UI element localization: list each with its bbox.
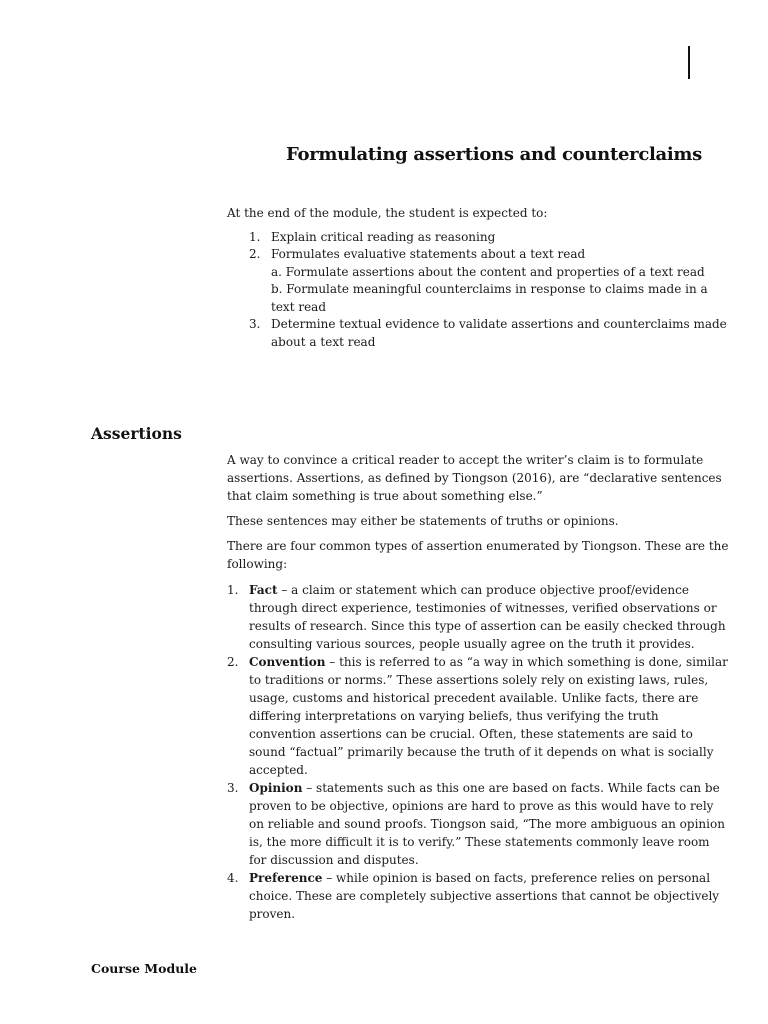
objective-number: 3. xyxy=(249,317,261,331)
paragraph: These sentences may either be statements of truths or opinions. xyxy=(227,514,619,528)
item-number: 3. xyxy=(227,781,239,795)
objective-item xyxy=(227,316,727,351)
footer-course-module: Course Module xyxy=(91,961,198,976)
item-number: 1. xyxy=(227,583,239,597)
term: Preference xyxy=(249,871,323,885)
assertion-type-item xyxy=(227,581,729,653)
objective-item xyxy=(227,229,727,247)
assertion-type-item xyxy=(227,779,729,869)
item-number: 4. xyxy=(227,871,239,885)
paragraph: A way to convince a critical reader to accept the writer’s claim is to formulate assertions. Assertions, as defined by Tiongson (2016), are “declarative sentences that claim something is true about something else.” xyxy=(227,453,722,503)
term: Fact xyxy=(249,583,278,597)
term: Convention xyxy=(249,655,326,669)
definition: – statements such as this one are based on facts. While facts can be proven to be objective, opinions are hard to prove as this would have to rely on reliable and sound proofs. Tiongson said, “The more ambiguous an opinion is, the more difficult it is to verify.” These statements commonly leave room for discussion and disputes. xyxy=(249,781,725,867)
objective-text: Formulates evaluative statements about a text read xyxy=(271,247,586,261)
definition: – this is referred to as “a way in which something is done, similar to traditions or norms.” These assertions solely rely on existing laws, rules, usage, customs and historical precedent available. Unlike facts, there are differing interpretations on varying beliefs, thus verifying the truth convention assertions can be crucial. Often, these statements are said to sound “factual” primarily because the truth of it depends on what is socially accepted. xyxy=(249,655,728,777)
objectives-list xyxy=(227,229,727,352)
assertion-type-item xyxy=(227,653,729,779)
assertion-type-item xyxy=(227,869,729,923)
definition: – a claim or statement which can produce objective proof/evidence through direct experience, testimonies of witnesses, verified observations or results of research. Since this type of assertion can be easily checked through consulting various sources, people usually agree on the truth it provides. xyxy=(249,583,726,651)
objective-subitem: a. Formulate assertions about the content and properties of a text read xyxy=(271,264,705,279)
objective-number: 1. xyxy=(249,229,261,244)
learning-objectives xyxy=(227,205,727,351)
objectives-lead: At the end of the module, the student is expected to: xyxy=(227,206,548,220)
objective-text: Determine textual evidence to validate assertions and counterclaims made about a text read xyxy=(271,317,727,349)
objective-number: 2. xyxy=(249,247,261,261)
section-heading-assertions: Assertions xyxy=(91,424,182,443)
definition: – while opinion is based on facts, preference relies on personal choice. These are completely subjective assertions that cannot be objectively proven. xyxy=(249,871,720,921)
term: Opinion xyxy=(249,781,303,795)
assertions-body xyxy=(227,451,729,923)
assertion-types-list xyxy=(227,581,729,923)
header-rule xyxy=(688,46,690,79)
page-title: Formulating assertions and counterclaims xyxy=(286,144,702,165)
objective-item xyxy=(227,246,727,316)
paragraph: There are four common types of assertion enumerated by Tiongson. These are the following: xyxy=(227,539,729,571)
objective-subitem: b. Formulate meaningful counterclaims in response to claims made in a text read xyxy=(271,282,708,314)
objective-text: Explain critical reading as reasoning xyxy=(271,229,496,244)
item-number: 2. xyxy=(227,655,239,669)
